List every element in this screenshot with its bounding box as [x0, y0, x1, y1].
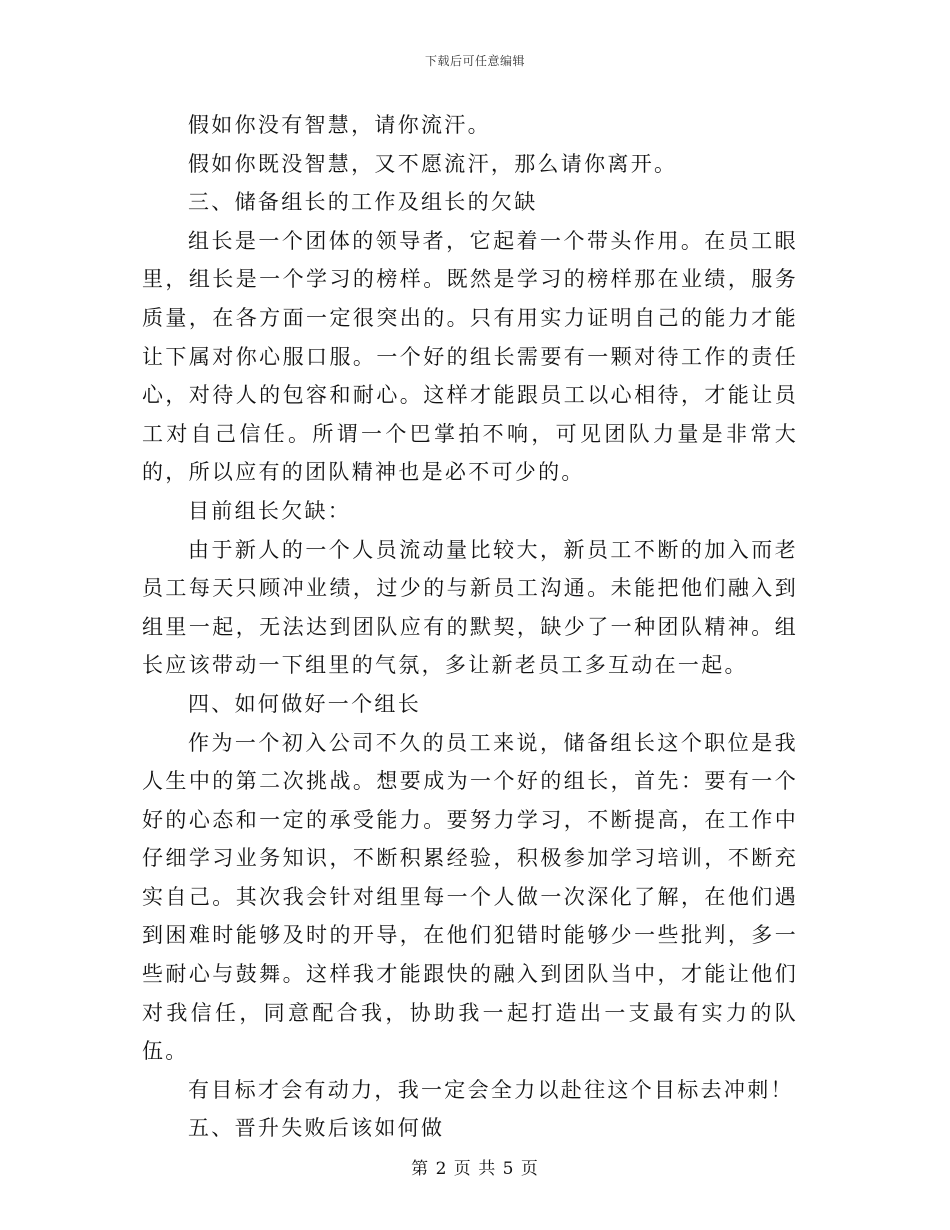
- page-footer: [0, 1154, 950, 1179]
- paragraph: 由于新人的一个人员流动量比较大，新员工不断的加入而老员工每天只顾冲业绩，过少的与新员工沟通。未能把他们融入到组里一起，无法达到团队应有的默契，缺少了一种团队精神。组长应该带动一下组里的气氛，多让新老员工多互动在一起。: [142, 537, 798, 678]
- paragraph: 有目标才会有动力，我一定会全力以赴往这个目标去冲刺！: [188, 1077, 794, 1102]
- document-body: [142, 106, 798, 1148]
- page-number: 第 2 页 共 5 页: [411, 1159, 539, 1179]
- paragraph: 组长是一个团体的领导者，它起着一个带头作用。在员工眼里，组长是一个学习的榜样。既然是学习的榜样那在业绩，服务质量，在各方面一定很突出的。只有用实力证明自己的能力才能让下属对你心服口服。一个好的组长需要有一颗对待工作的责任心，对待人的包容和耐心。这样才能跟员工以心相待，才能让员工对自己信任。所谓一个巴掌拍不响，可见团队力量是非常大的，所以应有的团队精神也是必不可少的。: [142, 228, 798, 485]
- section-heading: 五、晋升失败后该如何做: [188, 1116, 445, 1141]
- section-heading: 四、如何做好一个组长: [188, 691, 421, 716]
- section-heading: 三、储备组长的工作及组长的欠缺: [188, 190, 538, 215]
- page-header-note: 下载后可任意编辑: [424, 54, 525, 68]
- paragraph: 假如你没有智慧，请你流汗。: [188, 113, 491, 137]
- paragraph: 假如你既没智慧，又不愿流汗，那么请你离开。: [188, 151, 678, 176]
- paragraph: 作为一个初入公司不久的员工来说，储备组长这个职位是我人生中的第二次挑战。想要成为一个好的组长，首先：要有一个好的心态和一定的承受能力。要努力学习，不断提高，在工作中仔细学习业务知识，不断积累经验，积极参加学习培训，不断充实自己。其次我会针对组里每一个人做一次深化了解，在他们遇到困难时能够及时的开导，在他们犯错时能够少一些批判，多一些耐心与鼓舞。这样我才能跟快的融入到团队当中，才能让他们对我信任，同意配合我，协助我一起打造出一支最有实力的队伍。: [142, 730, 798, 1064]
- subsection-label: 目前组长欠缺：: [188, 498, 352, 523]
